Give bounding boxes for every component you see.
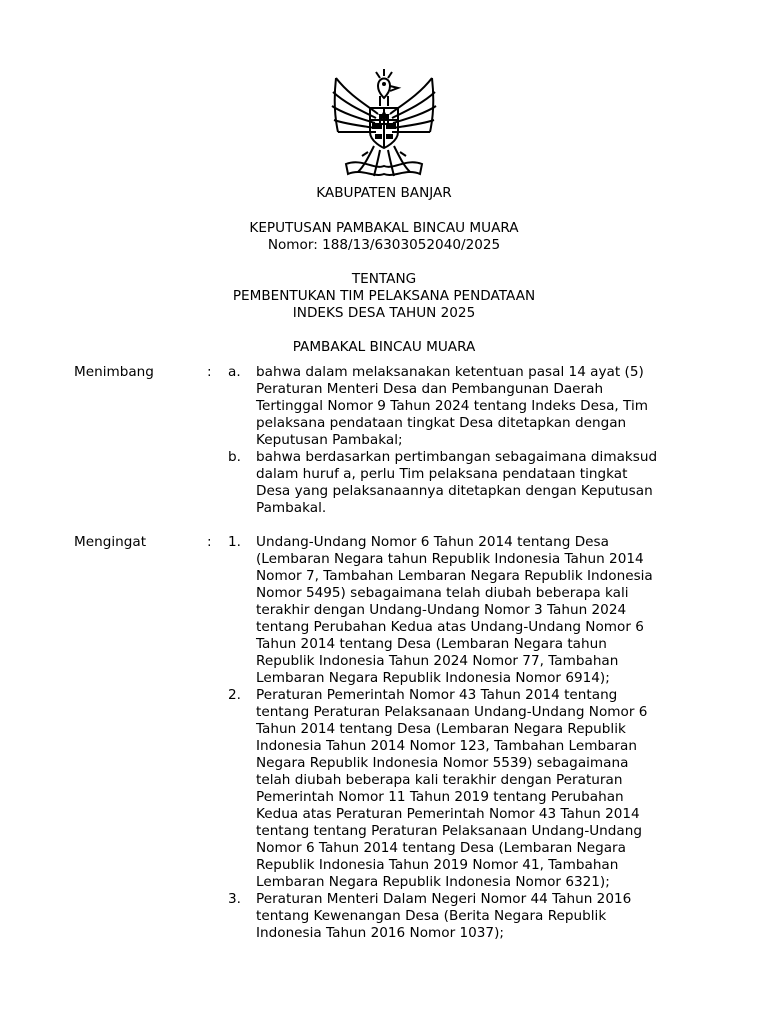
regency-title: KABUPATEN BANJAR xyxy=(316,185,452,201)
item-line: Nomor 7, Tambahan Lembaran Negara Republik Indonesia xyxy=(256,568,653,584)
item-line: Tahun 2014 tentang Desa (Lembaran Negara tahun xyxy=(256,636,607,652)
item-marker: a. xyxy=(228,364,241,380)
decree-title: KEPUTUSAN PAMBAKAL BINCAU MUARA xyxy=(249,220,519,236)
item-marker: 1. xyxy=(228,534,241,550)
item-line: Indonesia Tahun 2016 Nomor 1037); xyxy=(256,925,504,941)
section-colon: : xyxy=(207,364,212,380)
item-marker: b. xyxy=(228,449,241,465)
item-line: Tahun 2014 tentang Desa (Lembaran Negara Republik xyxy=(256,721,626,737)
item-line: Nomor 6 Tahun 2014 tentang Desa (Lembaran Negara xyxy=(256,840,626,856)
item-line: Republik Indonesia Tahun 2024 Nomor 77, Tambahan xyxy=(256,653,619,669)
item-marker: 3. xyxy=(228,891,241,907)
item-line: bahwa dalam melaksanakan ketentuan pasal 14 ayat (5) xyxy=(256,364,644,380)
item-line: (Lembaran Negara tahun Republik Indonesia Tahun 2014 xyxy=(256,551,644,567)
item-line: Lembaran Negara Republik Indonesia Nomor 6914); xyxy=(256,670,610,686)
item-line: tentang tentang Peraturan Pelaksanaan Undang-Undang xyxy=(256,823,642,839)
item-line: Negara Republik Indonesia Nomor 5539) sebagaimana xyxy=(256,755,629,771)
subject-line-2: INDEKS DESA TAHUN 2025 xyxy=(292,305,476,321)
item-line: Peraturan Pemerintah Nomor 43 Tahun 2014 tentang xyxy=(256,687,618,703)
item-line: Indonesia Tahun 2014 Nomor 123, Tambahan Lembaran xyxy=(256,738,637,754)
item-line: terakhir dengan Undang-Undang Nomor 3 Tahun 2024 xyxy=(256,602,627,618)
item-line: Pemerintah Nomor 11 Tahun 2019 tentang Perubahan xyxy=(256,789,624,805)
item-line: Nomor 5495) sebagaimana telah diubah beberapa kali xyxy=(256,585,629,601)
item-line: Kedua atas Peraturan Pemerintah Nomor 43 Tahun 2014 xyxy=(256,806,640,822)
decree-number: Nomor: 188/13/6303052040/2025 xyxy=(267,237,501,253)
section-label: Mengingat xyxy=(74,534,147,550)
item-line: Pambakal. xyxy=(256,500,327,516)
about-label: TENTANG xyxy=(351,271,417,287)
item-line: Peraturan Menteri Dalam Negeri Nomor 44 Tahun 2016 xyxy=(256,891,632,907)
item-line: tentang Perubahan Kedua atas Undang-Undang Nomor 6 xyxy=(256,619,644,635)
item-line: bahwa berdasarkan pertimbangan sebagaimana dimaksud xyxy=(256,449,658,465)
garuda-emblem-icon xyxy=(328,66,440,184)
issuer-title: PAMBAKAL BINCAU MUARA xyxy=(292,339,476,355)
section-colon: : xyxy=(207,534,212,550)
item-line: Tertinggal Nomor 9 Tahun 2024 tentang Indeks Desa, Tim xyxy=(256,398,648,414)
item-line: tentang Peraturan Pelaksanaan Undang-Undang Nomor 6 xyxy=(256,704,648,720)
item-line: Peraturan Menteri Desa dan Pembangunan Daerah xyxy=(256,381,604,397)
item-line: Keputusan Pambakal; xyxy=(256,432,403,448)
item-line: tentang Kewenangan Desa (Berita Negara Republik xyxy=(256,908,607,924)
item-line: Undang-Undang Nomor 6 Tahun 2014 tentang Desa xyxy=(256,534,609,550)
item-line: dalam huruf a, perlu Tim pelaksana pendataan tingkat xyxy=(256,466,628,482)
item-line: telah diubah beberapa kali terakhir dengan Peraturan xyxy=(256,772,623,788)
item-line: Republik Indonesia Tahun 2019 Nomor 41, Tambahan xyxy=(256,857,619,873)
subject-line-1: PEMBENTUKAN TIM PELAKSANA PENDATAAN xyxy=(232,288,536,304)
item-marker: 2. xyxy=(228,687,241,703)
item-line: pelaksana pendataan tingkat Desa ditetapkan dengan xyxy=(256,415,627,431)
item-line: Lembaran Negara Republik Indonesia Nomor 6321); xyxy=(256,874,610,890)
item-line: Desa yang pelaksanaannya ditetapkan dengan Keputusan xyxy=(256,483,653,499)
section-label: Menimbang xyxy=(74,364,154,380)
